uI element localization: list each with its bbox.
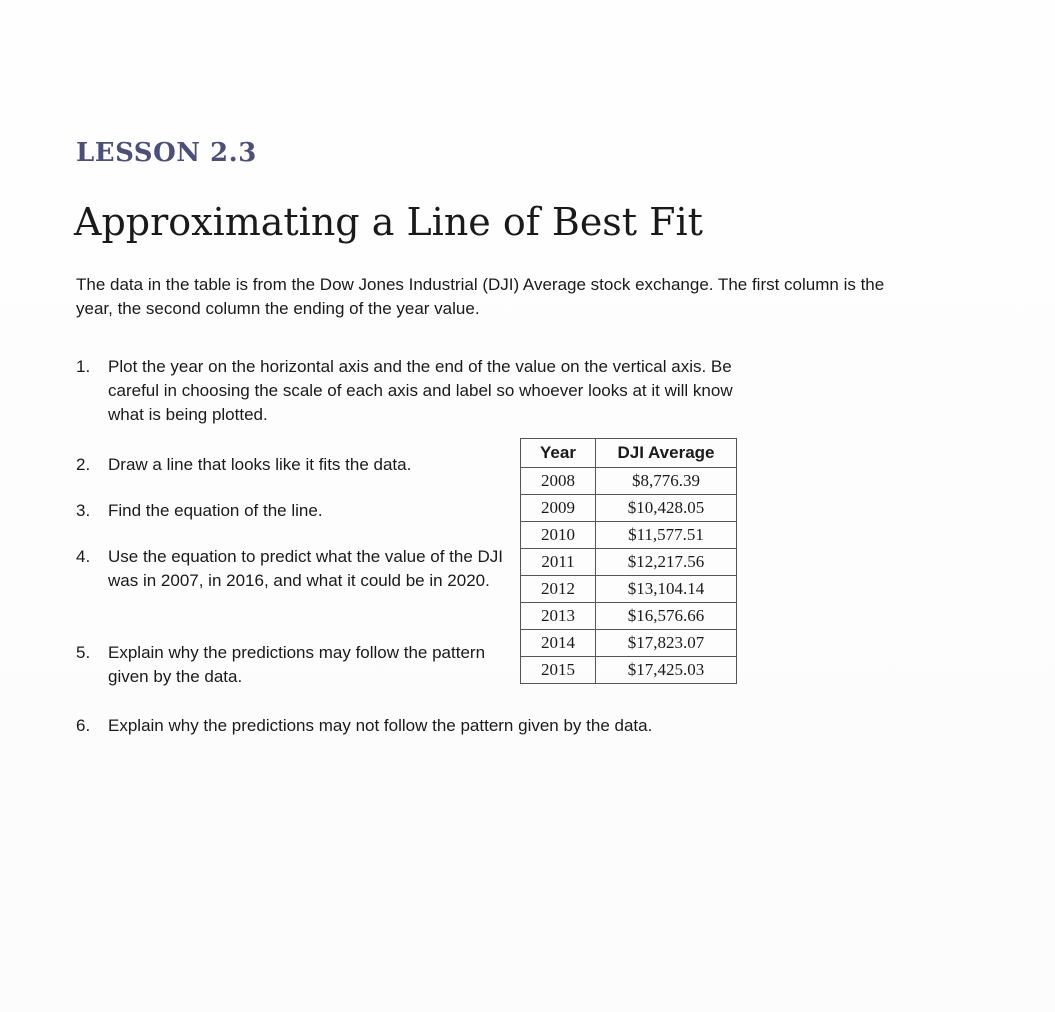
cell-year: 2015 [521, 657, 596, 684]
table-row [521, 522, 737, 549]
cell-year: 2012 [521, 576, 596, 603]
table-row [521, 468, 737, 495]
cell-dji-average: $17,425.03 [596, 657, 737, 684]
question-number: 6. [76, 716, 91, 735]
cell-dji-average: $11,577.51 [596, 522, 737, 549]
question-text: Find the equation of the line. [108, 501, 323, 520]
table-row [521, 576, 737, 603]
table-row [521, 549, 737, 576]
cell-year: 2009 [521, 495, 596, 522]
page-title: Approximating a Line of Best Fit [74, 200, 703, 244]
cell-dji-average: $10,428.05 [596, 495, 737, 522]
question-text: Draw a line that looks like it fits the data. [108, 455, 412, 474]
column-header-year: Year [521, 439, 596, 468]
question-text: Use the equation to predict what the value of the DJI was in 2007, in 2016, and what it could be in 2020. [108, 547, 504, 590]
question-text: Explain why the predictions may follow the pattern given by the data. [108, 643, 486, 686]
question-number: 3. [76, 501, 91, 520]
cell-year: 2011 [521, 549, 596, 576]
table-row [521, 603, 737, 630]
table-header-row [521, 439, 737, 468]
table-row [521, 630, 737, 657]
cell-year: 2013 [521, 603, 596, 630]
question-number: 2. [76, 455, 91, 474]
cell-dji-average: $12,217.56 [596, 549, 737, 576]
question-number: 1. [76, 357, 91, 376]
table-row [521, 495, 737, 522]
question-number: 4. [76, 547, 91, 566]
dji-data-table [520, 438, 737, 684]
column-header-dji-average: DJI Average [596, 439, 737, 468]
question-number: 5. [76, 643, 91, 662]
table-row [521, 657, 737, 684]
intro-paragraph: The data in the table is from the Dow Jones Industrial (DJI) Average stock exchange. The first column is the year, the second column the ending of the year value. [76, 275, 885, 318]
cell-dji-average: $13,104.14 [596, 576, 737, 603]
cell-year: 2014 [521, 630, 596, 657]
cell-dji-average: $8,776.39 [596, 468, 737, 495]
cell-year: 2010 [521, 522, 596, 549]
cell-dji-average: $16,576.66 [596, 603, 737, 630]
lesson-label: LESSON 2.3 [76, 138, 257, 168]
cell-year: 2008 [521, 468, 596, 495]
question-text: Plot the year on the horizontal axis and the end of the value on the vertical axis. Be careful in choosing the scale of each axis and label so whoever looks at it will know what is being plotted. [108, 357, 733, 424]
cell-dji-average: $17,823.07 [596, 630, 737, 657]
question-text: Explain why the predictions may not follow the pattern given by the data. [108, 716, 653, 735]
